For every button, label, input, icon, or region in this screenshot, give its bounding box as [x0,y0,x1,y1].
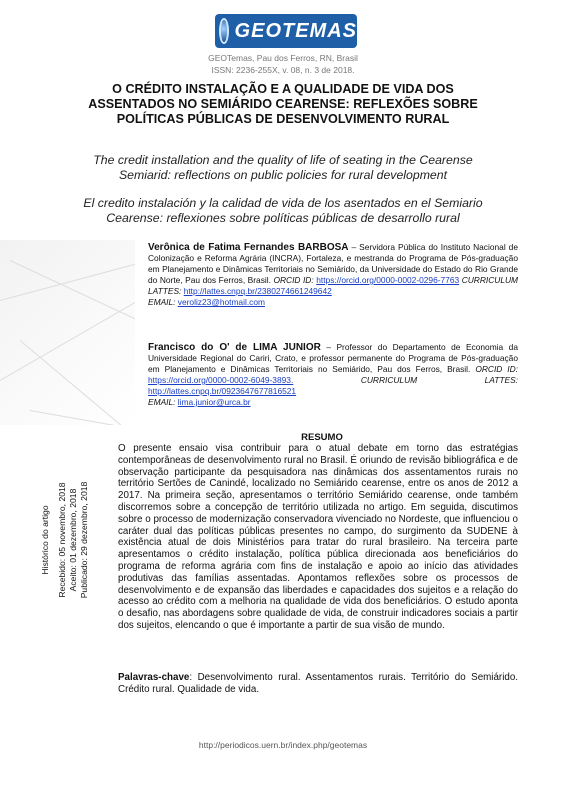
globe-icon [219,18,229,44]
email-link[interactable]: veroliz23@hotmail.com [177,297,265,307]
lattes-label: CURRICULUM LATTES: [360,375,518,385]
author-bio: – Professor do Departamento de Economia da Universidade Regional do Cariri, Crato, e professor permanente do Programa de Pós-graduação em Planejamento e Dinâmicas Territoriais no Semiárido, Pau dos Ferros, Brasil. [148,342,518,374]
orcid-link[interactable]: https://orcid.org/0000-0002-0296-7763 [316,275,460,285]
abstract-text: O presente ensaio visa contribuir para o atual debate em torno das estratégias contemporâneas de desenvolvimento rural no Brasil. É oriundo de revisão bibliográfica e de observação participante da pesquisadora nas dinâmicas dos assentamentos rurais no território Sertões de Canindé, localizado no Semiárido cearense, entre os anos de 2012 a 2017. Na primeira seção, apresentamos o território Semiárido cearense, onde também discorremos sobre a concepção de território utilizada no artigo. Em seguida, discutimos sobre o processo de modernização conservadora vivenciado no Nordeste, que influenciou o caráter dual das políticas públicas presentes no campo, do surgimento da SUDENE à existência atual de dois Ministérios para tratar do rural brasileiro. Na terceira parte apresentamos o crédito instalação, política pública direcionada aos beneficiários do programa de reforma agrária com fins de instalação e apoio ao início das atividades produtivas das famílias assentadas. Apontamos reflexões sobre os processos de desenvolvimento e de expansão das liberdades e capacidades dos sujeitos e a relação do acesso ao crédito com a melhoria na qualidade de vida dos beneficiários. O estudo aponta o desafio, nas abordagens sobre qualidade de vida, de construir indicadores sociais a partir dos sujeitos, elencando o que é importante a partir de sua visão de mundo. [118,443,518,631]
journal-info [0,52,566,76]
author-block-2 [148,342,518,408]
decorative-background-image [0,240,135,425]
journal-line: GEOTemas, Pau dos Ferros, RN, Brasil [208,53,358,63]
author-bio: – Servidora Pública do Instituto Nacional de Colonização e Reforma Agrária (INCRA), Fortaleza, e mestranda do Programa de Pós-graduação em Planejamento e Dinâmicas Territoriais no Semiárido, da Universidade do Estado do Rio Grande do Norte, Pau dos Ferros, Brasil. [148,242,518,285]
article-history [40,465,100,615]
journal-logo [215,14,357,48]
received-date: Recebido: 05 novembro, 2018 [57,482,67,598]
issn-line: ISSN: 2236-255X, v. 08, n. 3 de 2018. [211,65,355,75]
title-line: The credit installation and the quality of life of seating in the Cearense [93,153,473,167]
title-line: ASSENTADOS NO SEMIÁRIDO CEARENSE: REFLEXÕES SOBRE [88,97,478,111]
orcid-label: ORCID ID: [475,364,519,374]
lattes-link[interactable]: http://lattes.cnpq.br/0923647677816521 [148,386,297,396]
title-line: Semiarid: reflections on public policies for rural development [118,168,448,182]
email-label: EMAIL: [148,297,176,307]
keywords-text: : Desenvolvimento rural. Assentamentos rurais. Território do Semiárido. Crédito rural. Qualidade de vida. [118,672,518,695]
history-heading: Histórico do artigo [40,505,50,575]
logo-text: GEOTEMAS [234,19,357,42]
orcid-link[interactable]: https://orcid.org/0000-0002-6049-3893. [148,375,294,385]
author-block-1 [148,242,518,308]
title-line: Cearense: reflexiones sobre políticas públicas de desarrollo rural [106,211,460,225]
spanish-title [40,196,526,226]
email-link[interactable]: lima.junior@urca.br [177,397,251,407]
email-label: EMAIL: [148,397,176,407]
english-title [40,153,526,183]
footer-url[interactable]: http://periodicos.uern.br/index.php/geotemas [198,740,368,750]
lattes-label: CURRICULUM LATTES: [148,275,519,296]
author-name: Verônica de Fatima Fernandes BARBOSA [148,242,349,253]
keywords-label: Palavras-chave [118,672,190,683]
accepted-date: Aceito: 01 dezembro, 2018 [68,488,78,592]
abstract-heading: RESUMO [301,432,343,443]
keywords [118,672,518,696]
title-line: El credito instalación y la calidad de vida de los asentados en el Semiario [83,196,483,210]
lattes-link[interactable]: http://lattes.cnpq.br/2380274661249642 [183,286,332,296]
title-line: POLÍTICAS PÚBLICAS DE DESENVOLVIMENTO RURAL [116,112,450,126]
published-date: Publicado: 29 dezembro, 2018 [79,481,89,599]
orcid-label: ORCID ID: [273,275,314,285]
author-name: Francisco do O' de LIMA JUNIOR [148,342,321,353]
paper-title [40,82,526,127]
title-line: O CRÉDITO INSTALAÇÃO E A QUALIDADE DE VIDA DOS [112,82,454,96]
